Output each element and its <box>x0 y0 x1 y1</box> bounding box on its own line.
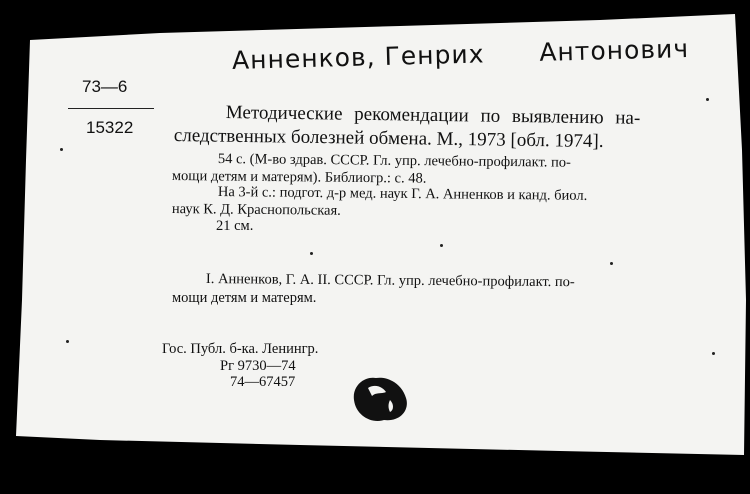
speck <box>706 98 709 101</box>
speck <box>60 148 63 151</box>
library-name: Гос. Публ. б-ка. Ленингр. <box>162 341 319 357</box>
collation-line-1: 54 с. (М-во здрав. СССР. Гл. упр. лечебно-профилакт. по- <box>217 151 571 171</box>
card-number: 74—67457 <box>230 374 296 390</box>
size-note: 21 см. <box>216 218 254 234</box>
title-line-2: следственных болезней обмена. М., 1973 [обл. 1974]. <box>173 125 604 152</box>
tracings-line-2: мощи детям и матерям. <box>172 290 317 306</box>
note-line-1: На 3-й с.: подгот. д-р мед. наук Г. А. Анненков и канд. биол. <box>217 184 588 204</box>
speck <box>310 252 313 255</box>
tracings-line-1: I. Анненков, Г. А. II. СССР. Гл. упр. лечебно-профилакт. по- <box>205 271 575 291</box>
shelfmark-divider <box>68 108 154 109</box>
shelfmark-top: 73—6 <box>82 77 128 96</box>
speck <box>712 352 715 355</box>
handwritten-patronymic: Антонович <box>538 34 690 67</box>
speck <box>440 244 443 247</box>
note-line-2: наук К. Д. Краснопольская. <box>171 201 341 219</box>
speck <box>66 340 69 343</box>
registry-number: Рг 9730—74 <box>220 358 296 374</box>
shelfmark-bottom: 15322 <box>86 118 134 137</box>
ink-stamp-blot <box>346 370 416 426</box>
handwritten-name: Анненков, Генрих <box>231 39 485 75</box>
collation-line-2: мощи детям и матерям). Библиогр.: с. 48. <box>171 168 427 187</box>
speck <box>610 262 613 265</box>
title-line-1: Методические рекомендации по выявлению на- <box>225 102 641 129</box>
